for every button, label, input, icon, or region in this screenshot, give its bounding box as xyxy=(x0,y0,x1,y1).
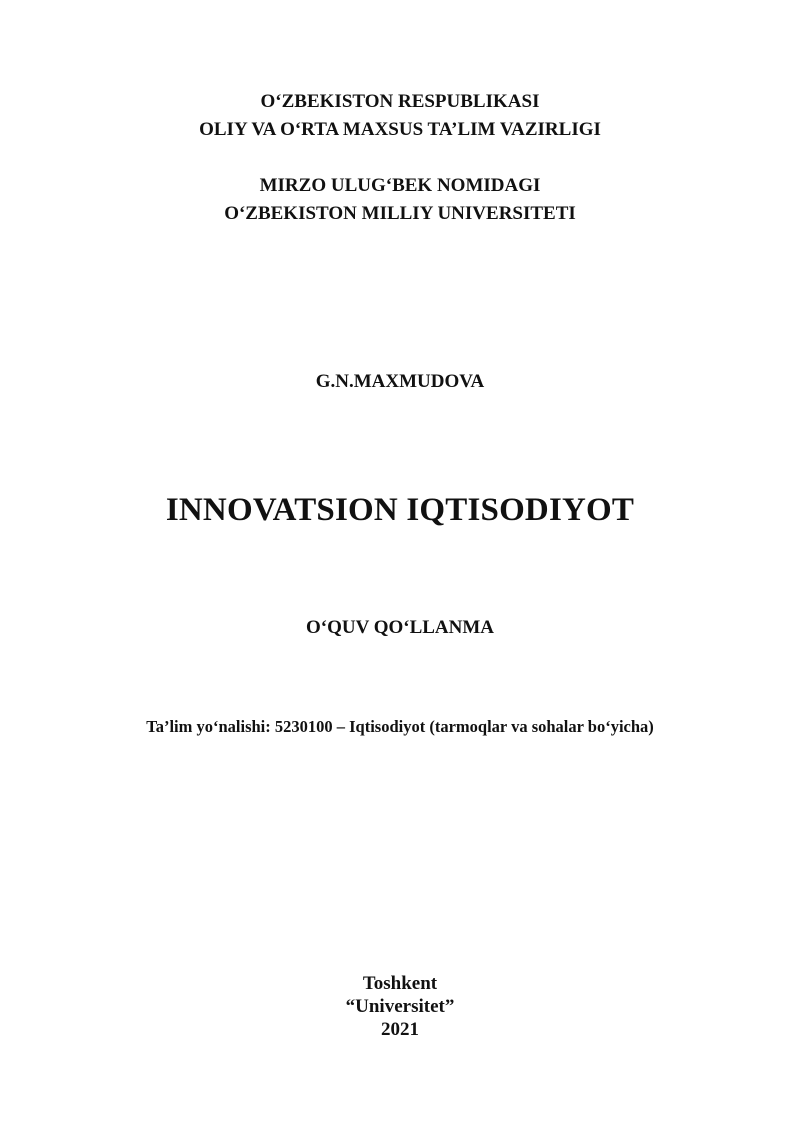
imprint-publisher: “Universitet” xyxy=(345,996,455,1017)
book-type: O‘QUV QO‘LLANMA xyxy=(305,617,495,638)
ministry-name-line: OLIY VA O‘RTA MAXSUS TA’LIM VAZIRLIGI xyxy=(199,119,601,140)
university-name-line-2: O‘ZBEKISTON MILLIY UNIVERSITETI xyxy=(224,203,576,224)
university-name-line-1: MIRZO ULUG‘BEK NOMIDAGI xyxy=(259,175,541,196)
author-name: G.N.MAXMUDOVA xyxy=(315,371,485,392)
ministry-country-line: O‘ZBEKISTON RESPUBLIKASI xyxy=(260,91,540,112)
imprint-year: 2021 xyxy=(381,1019,419,1040)
education-direction: Ta’lim yo‘nalishi: 5230100 – Iqtisodiyot (tarmoqlar va sohalar bo‘yicha) xyxy=(146,717,654,736)
imprint-city: Toshkent xyxy=(362,973,438,994)
book-title: INNOVATSION IQTISODIYOT xyxy=(165,492,635,528)
